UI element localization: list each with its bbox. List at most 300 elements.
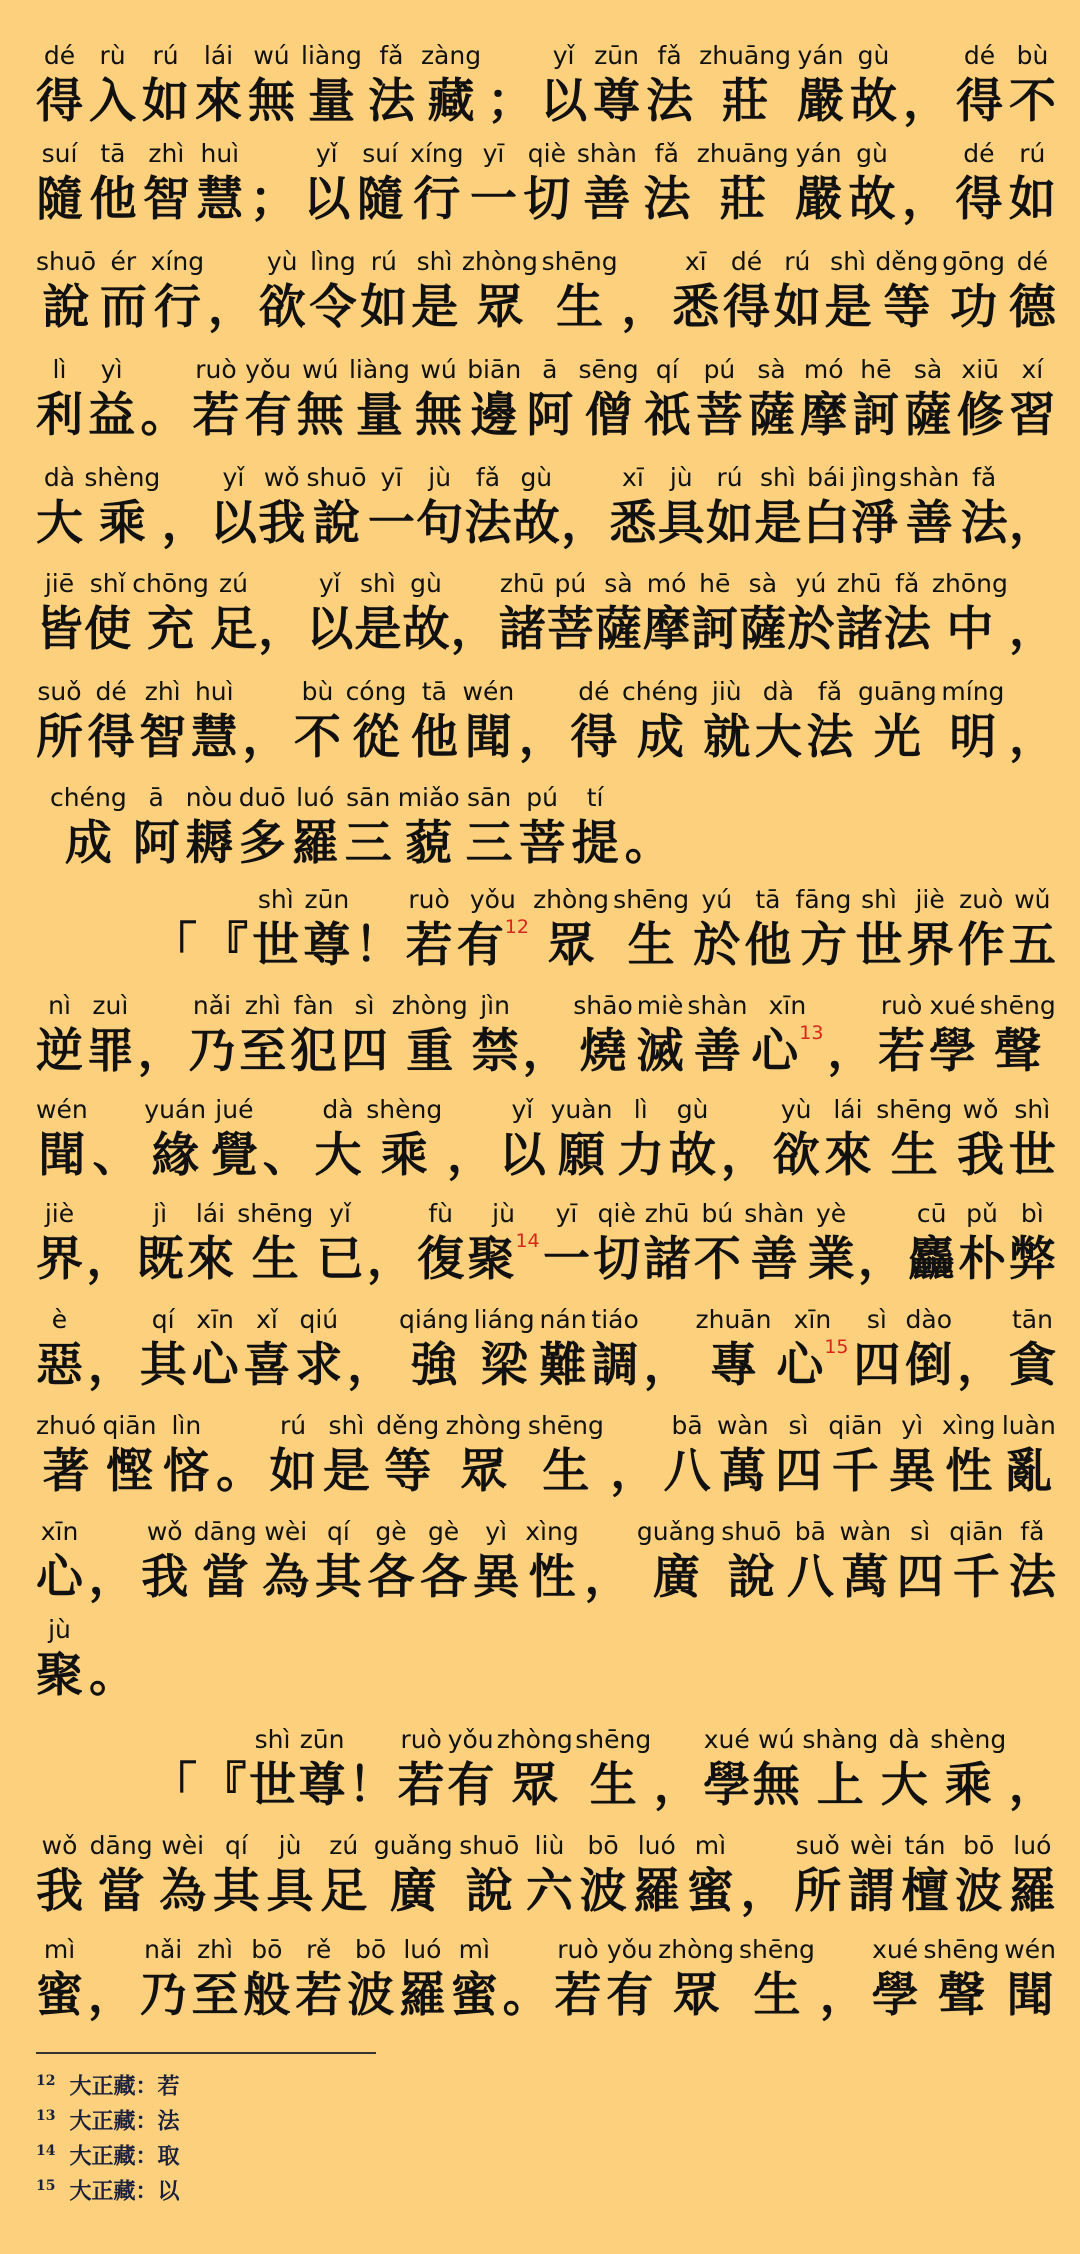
pinyin: jù [492,1199,515,1228]
ruby-char [399,1934,446,2026]
pinyin: dé [963,139,995,168]
hanzi: 生 [627,918,675,973]
pinyin: yǐ [552,41,575,70]
hanzi: 強 [410,1338,458,1393]
ruby-char [216,1410,263,1502]
ruby-char [84,568,131,660]
pinyin: zhì [244,991,281,1020]
hanzi: 我 [258,496,306,551]
text-line [50,782,1056,874]
hanzi: 廣 [652,1550,700,1605]
pinyin: dé [730,247,763,276]
ruby-char [92,1094,139,1186]
pinyin: sān [346,783,391,812]
pinyin: bō [587,1831,619,1860]
hanzi: 如 [142,74,189,129]
pinyin: gè [375,1517,407,1546]
ruby-char [303,884,350,976]
pinyin: zhòng [391,991,468,1020]
pinyin: shàn [687,991,748,1020]
hanzi: 具 [266,1864,314,1919]
ruby-char [572,782,619,874]
pinyin: wǔ [1014,885,1051,914]
hanzi: 善 [905,496,953,551]
ruby-char [88,676,135,768]
hanzi: 心 13 [751,1022,824,1079]
pinyin: dà [888,1725,920,1754]
hanzi: 法 [806,710,854,765]
ruby-char [132,568,209,660]
hanzi: 四 [853,1338,901,1393]
pinyin: tí [586,783,604,812]
pinyin: suǒ [795,1831,840,1860]
hanzi: 如 [360,280,408,335]
ruby-char [320,1830,367,1922]
pinyin: fǎ [657,41,682,70]
ruby-char [36,462,83,554]
hanzi: 他 [744,918,792,973]
pinyin: shàn [899,463,960,492]
ruby-char [36,40,83,132]
hanzi: 當 [201,1550,249,1605]
hanzi: 。 [624,816,672,871]
ruby-char [1009,138,1056,230]
text-line [36,990,1056,1082]
hanzi: 藐 [405,816,453,871]
ruby-char [150,884,197,976]
hanzi: ， [87,1338,135,1393]
ruby-char [36,246,96,338]
hanzi: 薩 [739,602,787,657]
ruby-char [858,1198,905,1290]
ruby-char [687,990,747,1082]
ruby-char [824,1094,871,1186]
footnote-marker[interactable]: 12 [504,916,529,938]
pinyin: gù [520,463,553,492]
pinyin: qiáng [399,1305,469,1334]
ruby-char [137,1198,184,1290]
ruby-char [210,462,257,554]
pinyin: zhòng [533,885,610,914]
ruby-char [644,354,691,446]
hanzi: 復 [417,1232,465,1287]
hanzi: 故 [402,602,450,657]
hanzi: 令 [309,280,357,335]
pinyin: xīn [40,1517,79,1546]
pinyin: biān [467,355,522,384]
ruby-char [36,568,83,660]
pinyin: ā [148,783,164,812]
hanzi: 五 [1008,918,1056,973]
ruby-char [543,1198,590,1290]
ruby-char [457,884,529,976]
pinyin: miǎo [397,783,460,812]
text-line [150,884,1056,976]
ruby-char [88,1934,135,2026]
pinyin: shì [257,885,294,914]
ruby-char [828,1410,882,1502]
pinyin: cóng [345,677,407,706]
hanzi: 著 [42,1444,90,1499]
pinyin: tán [904,1831,946,1860]
ruby-char [250,138,297,230]
hanzi: 法 [1008,1550,1056,1605]
hanzi: 願 [558,1128,606,1183]
ruby-char [723,246,770,338]
hanzi: 『 [199,1758,247,1813]
hanzi: 他 [89,172,137,227]
hanzi: 業 [807,1232,855,1287]
pinyin: yǒu [606,1935,653,1964]
text-line [36,1198,1056,1290]
hanzi: 燒 [579,1024,627,1079]
hanzi: 有 [447,1758,495,1813]
ruby-char [802,1724,878,1816]
ruby-char [314,1094,361,1186]
ruby-char [942,1410,995,1502]
pinyin: lìng [310,247,356,276]
pinyin: qiè [527,139,566,168]
hanzi: 。 [89,1648,136,1703]
hanzi: 邊 [470,388,518,443]
ruby-char [140,1304,187,1396]
ruby-char [839,1516,891,1608]
ruby-char [957,354,1004,446]
pinyin: rú [784,247,811,276]
hanzi: 波 [347,1968,395,2023]
pinyin: mì [694,1831,727,1860]
ruby-char [270,1410,317,1502]
ruby-char [374,1830,453,1922]
hanzi: 善 [583,172,631,227]
pinyin: wǒ [962,1095,999,1124]
ruby-char [949,1516,1003,1608]
pinyin: xīn [793,1305,832,1334]
hanzi: 。 [140,388,188,443]
pinyin: dào [905,1305,952,1334]
pinyin: jiù [711,677,742,706]
hanzi: 以 [306,602,354,657]
ruby-char [1009,246,1056,338]
hanzi: 方 [799,918,847,973]
pinyin: jì [153,1199,168,1228]
pinyin: fǎ [654,139,679,168]
hanzi: ， [740,1864,788,1919]
ruby-char [243,1934,290,2026]
hanzi: 、 [92,1128,140,1183]
ruby-char [644,1304,691,1396]
hanzi: 是 [411,280,459,335]
pinyin: lái [203,41,234,70]
hanzi: 聞 [38,1128,86,1183]
pinyin: wú [420,355,457,384]
hanzi: 無 [752,1758,800,1813]
hanzi: 是 [322,1444,370,1499]
hanzi: 量 [307,74,355,129]
hanzi: 乃 [188,1024,236,1079]
hanzi: 異 [888,1444,936,1499]
hanzi: 蜜 [450,1968,498,2023]
hanzi: 至 [191,1968,239,2023]
hanzi: ！ [348,1758,396,1813]
ruby-char [522,990,569,1082]
ruby-char [186,782,233,874]
ruby-char [466,782,513,874]
hanzi: 法 [960,496,1008,551]
ruby-char [89,1516,136,1608]
pinyin: rú [370,247,397,276]
ruby-char [808,1198,855,1290]
ruby-char [658,1934,734,2026]
hanzi: 莊 [719,172,767,227]
pinyin: yì [485,1517,508,1546]
ruby-char [957,1094,1004,1186]
hanzi: 行 [153,280,201,335]
pinyin: xìng [942,1411,996,1440]
ruby-char [392,990,468,1082]
ruby-char [398,782,460,874]
pinyin: yī [380,463,403,492]
ruby-char [703,676,750,768]
ruby-char [295,1304,342,1396]
hanzi: 各 [367,1550,415,1605]
pinyin: lì [52,355,67,384]
pinyin: rù [99,41,126,70]
pinyin: luó [296,783,335,812]
ruby-char [102,1410,156,1502]
footnote-marker[interactable]: 14 [515,1230,540,1252]
ruby-char [691,568,738,660]
ruby-char [473,1516,520,1608]
ruby-char [355,884,402,976]
pinyin: yì [100,355,123,384]
pinyin: shuō [459,1831,520,1860]
ruby-char [306,568,353,660]
hanzi: 有 [606,1968,654,2023]
hanzi: 句 [416,496,464,551]
ruby-char [820,1934,867,2026]
pinyin: guǎng [373,1831,453,1860]
pinyin: shàn [744,1199,805,1228]
hanzi: 喜 [243,1338,291,1393]
ruby-char [930,1724,1006,1816]
ruby-char [622,676,699,768]
pinyin: shì [830,247,866,276]
hanzi: ， [1008,1758,1056,1813]
ruby-char [1004,1934,1056,2026]
ruby-char [252,884,299,976]
pinyin: zàng [420,41,482,70]
ruby-char [637,1516,716,1608]
pinyin: sà [604,569,633,598]
pinyin: jiè [44,1199,75,1228]
ruby-char [499,568,546,660]
footnote-14: $^{14}$ 大正藏：取 [36,2143,180,2170]
text-line [36,354,1056,446]
pinyin: shèng [84,463,161,492]
ruby-char [237,1198,313,1290]
ruby-char [348,1724,395,1816]
text-line [36,1934,1056,2026]
ruby-char [36,1934,83,2026]
pinyin: yè [815,1199,847,1228]
ruby-char [140,354,187,446]
ruby-char [406,884,453,976]
pinyin: rú [716,463,743,492]
hanzi: 藏 [427,74,475,129]
pinyin: jìng [851,463,898,492]
hanzi: 等 [384,1444,432,1499]
pinyin: zhū [499,569,545,598]
pinyin: jù [669,463,693,492]
hanzi: 一 [367,496,415,551]
pinyin: zūn [299,1725,345,1754]
pinyin: yǐ [315,139,338,168]
footnote-marker[interactable]: 13 [799,1022,824,1044]
pinyin: shēng [527,1411,604,1440]
ruby-char [36,1304,83,1396]
ruby-char [721,1516,781,1608]
pinyin: yǒu [245,355,292,384]
ruby-char [50,782,127,874]
hanzi: 力 [617,1128,665,1183]
hanzi: 心 [191,1338,239,1393]
ruby-char [366,1094,442,1186]
hanzi: ； [487,74,535,129]
pinyin: rě [306,1935,332,1964]
ruby-char [472,990,519,1082]
pinyin: bú [701,1199,734,1228]
pinyin: shǐ [89,569,126,598]
ruby-char [797,40,844,132]
ruby-char [796,884,852,976]
hanzi: 不 [1008,74,1056,129]
hanzi: 世 [252,918,300,973]
pinyin: liù [534,1831,565,1860]
pinyin: shāo [573,991,633,1020]
hanzi: ， [957,1338,1005,1393]
pinyin: yuàn [550,1095,613,1124]
hanzi: 法 [646,74,694,129]
hanzi: 乘 [98,496,146,551]
hanzi: 各 [420,1550,468,1605]
ruby-char [897,1516,944,1608]
pinyin: lìn [171,1411,202,1440]
pinyin: luó [403,1935,442,1964]
text-line [36,462,1056,554]
ruby-char [259,246,306,338]
ruby-char [795,138,842,230]
ruby-char [717,1410,769,1502]
pinyin: luó [1013,1831,1052,1860]
hanzi: 諸 [835,602,883,657]
ruby-char [606,1934,653,2026]
hanzi: 切 [593,1232,641,1287]
ruby-char [884,568,931,660]
pinyin: shì [416,247,453,276]
hanzi: 菩 [546,602,594,657]
pinyin: shàn [576,139,637,168]
pinyin: sà [757,355,786,384]
ruby-char [446,1410,522,1502]
hanzi: 有 [244,388,292,443]
hanzi: 眾 [476,280,524,335]
ruby-char [593,40,640,132]
hanzi: 具 [657,496,705,551]
pinyin: shēng [575,1725,652,1754]
pinyin: zūn [594,41,639,70]
pinyin: pú [554,569,587,598]
footnote-12: $^{12}$ 大正藏：若 [36,2073,180,2100]
pinyin: ruò [880,991,923,1020]
hanzi: 說 [313,496,361,551]
pinyin: jué [215,1095,254,1124]
ruby-char [367,1516,414,1608]
hanzi: 性 [528,1550,576,1605]
hanzi: 世 [855,918,903,973]
ruby-char [878,990,925,1082]
ruby-char [195,40,242,132]
hanzi: ， [1008,602,1056,657]
hanzi: ， [1009,710,1056,765]
ruby-char [696,1304,772,1396]
ruby-char [459,1830,519,1922]
pinyin: shēng [738,1935,815,1964]
pinyin: gōng [942,247,1006,276]
hanzi: 功 [950,280,998,335]
hanzi: 善 [693,1024,741,1079]
pinyin: děng [376,1411,440,1440]
ruby-char [851,462,898,554]
ruby-char [467,1198,539,1290]
ruby-char [1009,568,1056,660]
ruby-char [464,462,511,554]
hanzi: 僧 [585,388,633,443]
pinyin: bā [794,1517,826,1546]
pinyin: shèng [366,1095,443,1124]
hanzi: 大 [36,496,83,551]
hanzi: 德 [1008,280,1056,335]
pinyin: sēng [578,355,639,384]
hanzi: 以 [498,1128,546,1183]
hanzi: ， [584,1550,632,1605]
ruby-char [907,884,954,976]
hanzi: 慧 [196,172,244,227]
hanzi: 如 [269,1444,317,1499]
hanzi: ， [207,280,255,335]
ruby-char [210,568,257,660]
ruby-char [1009,1198,1056,1290]
pinyin: jù [278,1831,302,1860]
ruby-char [1009,40,1056,132]
pinyin: míng [941,677,1005,706]
hanzi: 聚 [36,1648,83,1703]
pinyin: shēng [923,1935,1000,1964]
ruby-char [503,1934,550,2026]
hanzi: 眾 [511,1758,559,1813]
pinyin: zhuāng [699,41,791,70]
hanzi: 聞 [464,710,512,765]
footnote-marker[interactable]: 15 [824,1336,849,1358]
ruby-char [849,138,896,230]
ruby-char [753,1724,800,1816]
hanzi: 阿 [132,816,180,871]
hanzi: 嚴 [796,74,844,129]
hanzi: 罪 [86,1024,134,1079]
hanzi: 隨 [36,172,83,227]
hanzi: 入 [89,74,136,129]
ruby-char [36,990,83,1082]
